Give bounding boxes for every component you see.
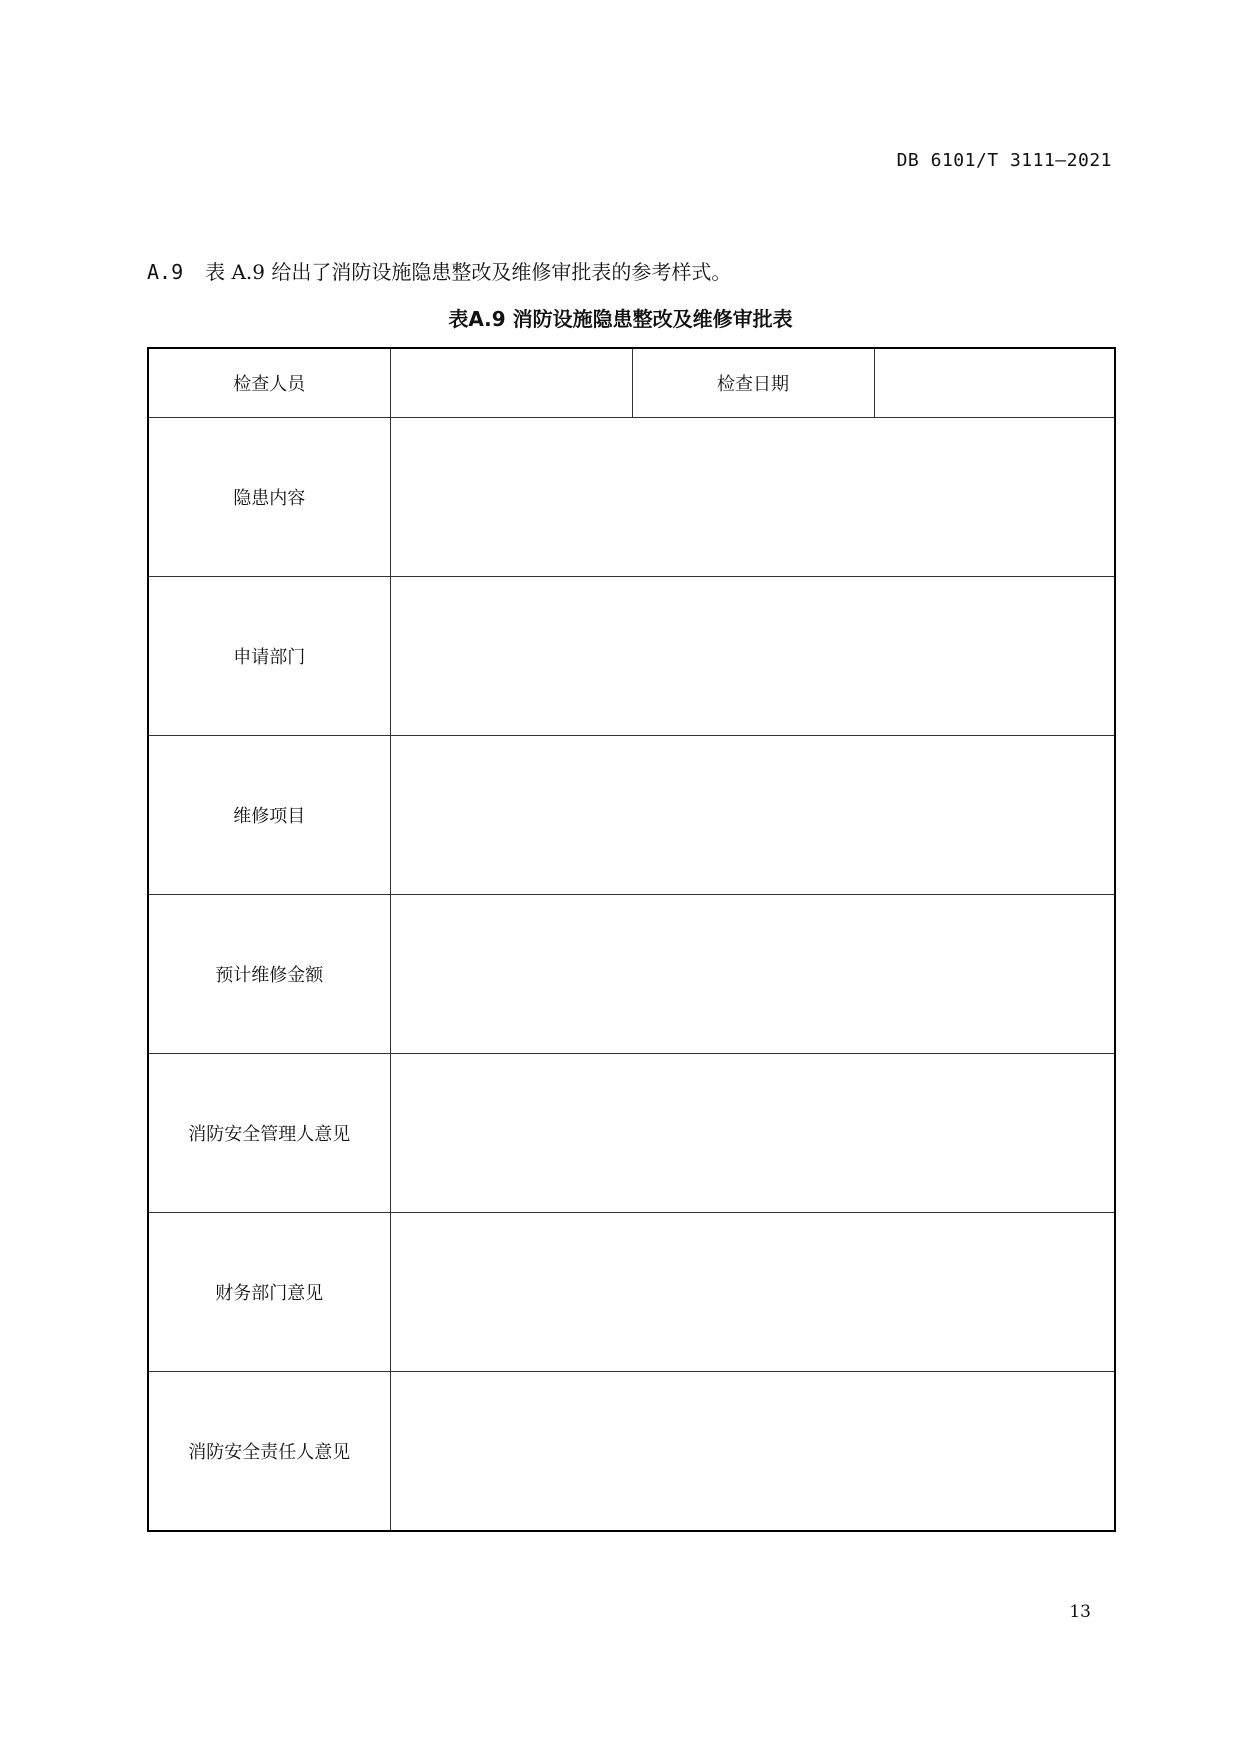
repair-item-field[interactable] [390,736,1115,895]
repair-item-label: 维修项目 [148,736,390,895]
table-row [148,1372,1115,1532]
table-title: 表A.9 消防设施隐患整改及维修审批表 [448,307,793,331]
table-header-row [148,348,1115,418]
estimated-cost-field[interactable] [390,895,1115,1054]
inspector-field[interactable] [390,348,632,418]
clause-text: 表 A.9 给出了消防设施隐患整改及维修审批表的参考样式。 [205,260,732,284]
clause-paragraph [147,256,731,285]
hazard-content-label: 隐患内容 [148,418,390,577]
table-row [148,1054,1115,1213]
finance-opinion-label: 财务部门意见 [148,1213,390,1372]
inspection-date-field[interactable] [874,348,1115,418]
table-row [148,1213,1115,1372]
table-row [148,736,1115,895]
safety-responsible-opinion-field[interactable] [390,1372,1115,1532]
safety-manager-opinion-field[interactable] [390,1054,1115,1213]
safety-manager-opinion-label: 消防安全管理人意见 [148,1054,390,1213]
applying-department-field[interactable] [390,577,1115,736]
table-row [148,418,1115,577]
estimated-cost-label: 预计维修金额 [148,895,390,1054]
clause-number: A.9 [147,260,184,284]
table-row [148,895,1115,1054]
applying-department-label: 申请部门 [148,577,390,736]
page-number: 13 [1069,1602,1091,1622]
inspector-label: 检查人员 [148,348,390,418]
table-row [148,577,1115,736]
hazard-content-field[interactable] [390,418,1115,577]
inspection-date-label: 检查日期 [632,348,874,418]
approval-form-table [147,347,1116,1532]
finance-opinion-field[interactable] [390,1213,1115,1372]
safety-responsible-opinion-label: 消防安全责任人意见 [148,1372,390,1532]
document-code: DB 6101/T 3111—2021 [896,150,1112,171]
